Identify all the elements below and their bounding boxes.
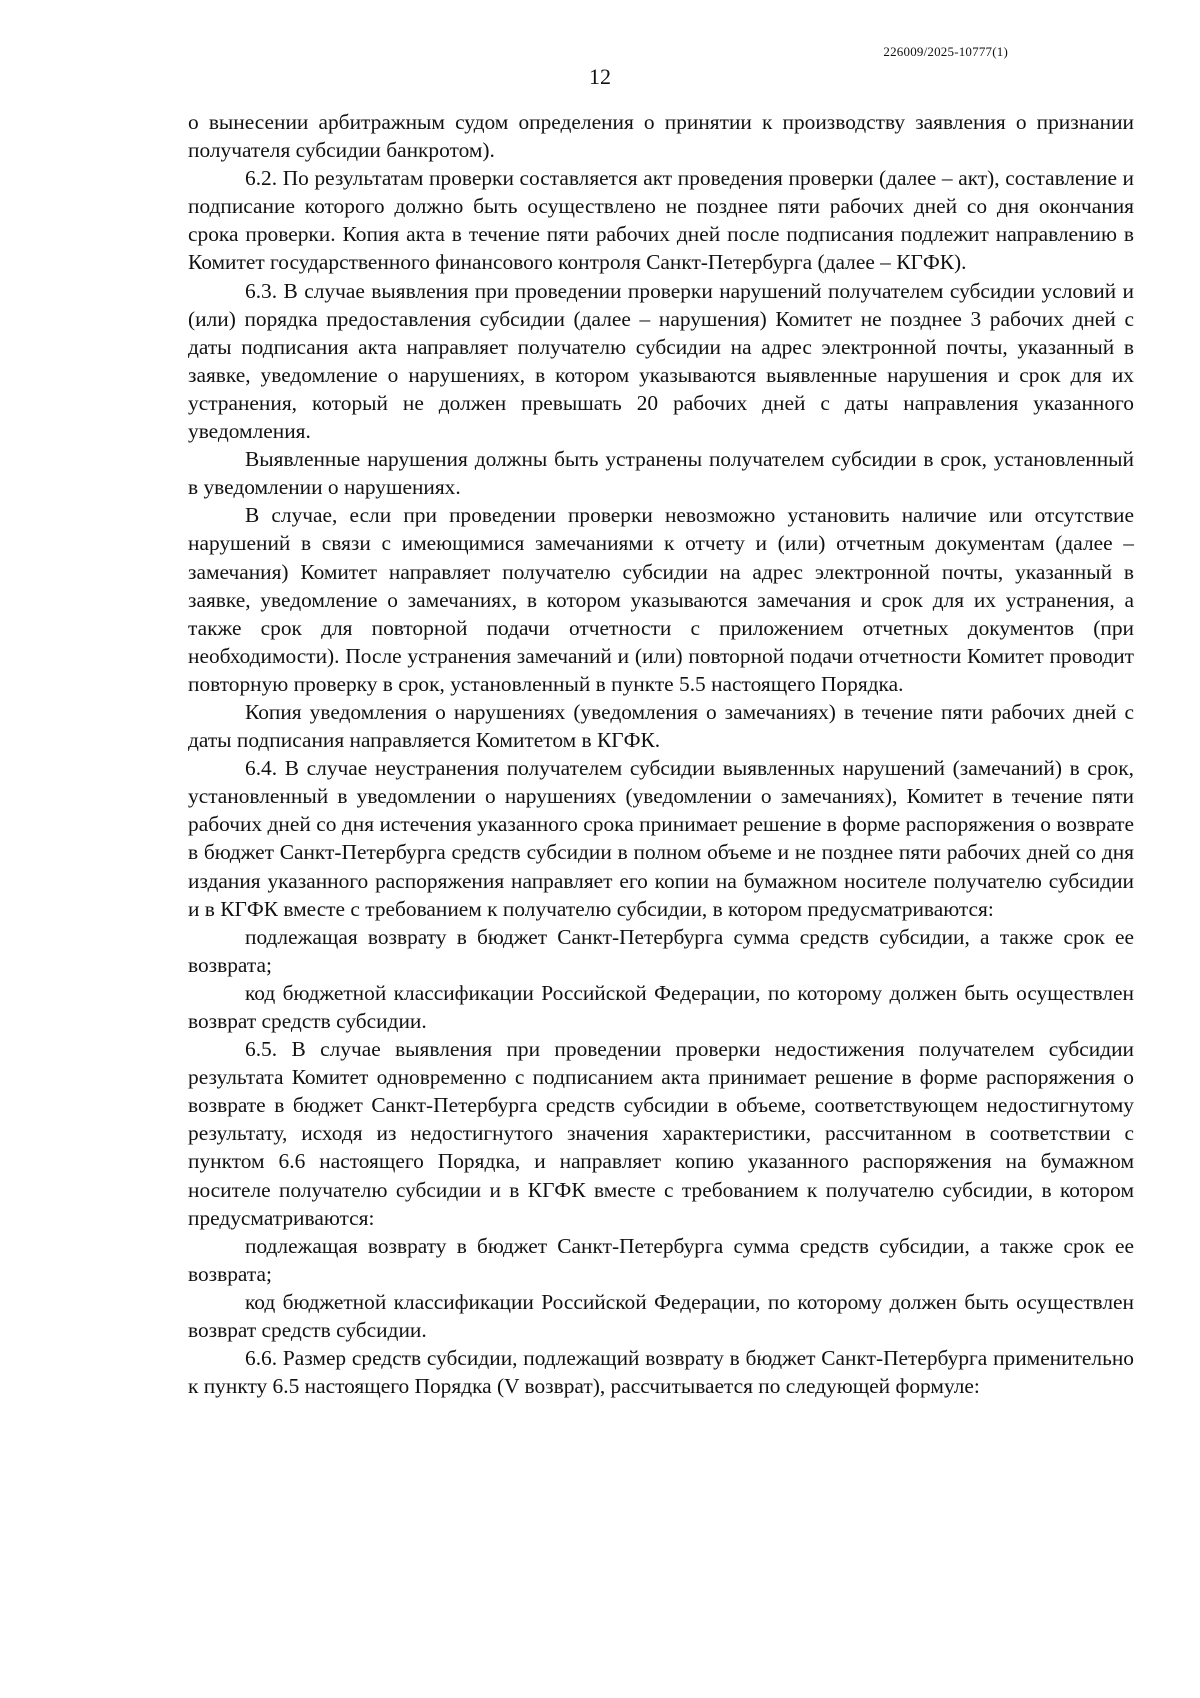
paragraph-budget-code-2: код бюджетной классификации Российской Федерации, по которому должен быть осуществлен возврат средств субсидии. <box>188 1289 1134 1343</box>
paragraph-budget-code: код бюджетной классификации Российской Федерации, по которому должен быть осуществлен возврат средств субсидии. <box>188 980 1134 1033</box>
document-registration-number: 226009/2025-10777(1) <box>883 44 1008 59</box>
paragraph-return-amount: подлежащая возврату в бюджет Санкт-Петербурга сумма средств субсидии, а также срок ее возврата; <box>188 924 1134 977</box>
paragraph-6-3: 6.3. В случае выявления при проведении проверки нарушений получателем субсидии условий и (или) порядка предоставления субсидии (далее – нарушения) Комитет не позднее 3 рабочих дней с даты подписания акта направляет получателю субсидии на адрес электронной почты, указанный в заявке, уведомление о нарушениях, в котором указываются выявленные нарушения и срок для их устранения, который не должен превышать 20 рабочих дней с даты направления указанного уведомления. <box>188 278 1134 444</box>
paragraph-6-4: 6.4. В случае неустранения получателем субсидии выявленных нарушений (замечаний) в срок, установленный в уведомлении о нарушениях (уведомлении о замечаниях), Комитет в течение пяти рабочих дней со дня истечения указанного срока принимает решение в форме распоряжения о возврате в бюджет Санкт-Петербурга средств субсидии в полном объеме и не позднее пяти рабочих дней со дня издания указанного распоряжения направляет его копии на бумажном носителе получателю субсидии и в КГФК вместе с требованием к получателю субсидии, в котором предусматриваются: <box>188 756 1134 921</box>
document-body <box>188 108 1134 1400</box>
paragraph-notice-copy: Копия уведомления о нарушениях (уведомления о замечаниях) в течение пяти рабочих дней с даты подписания направляется Комитетом в КГФК. <box>188 699 1134 753</box>
paragraph-violations-eliminated: Выявленные нарушения должны быть устранены получателем субсидии в срок, установленный в уведомлении о нарушениях. <box>188 447 1134 500</box>
paragraph-6-2: 6.2. По результатам проверки составляется акт проведения проверки (далее – акт), составление и подписание которого должно быть осуществлено не позднее пяти рабочих дней со дня окончания срока проверки. Копия акта в течение пяти рабочих дней после подписания подлежит направлению в Комитет государственного финансового контроля Санкт-Петербурга (далее – КГФК). <box>188 166 1134 275</box>
page-number: 12 <box>589 64 611 89</box>
paragraph-continuation: о вынесении арбитражным судом определения о принятии к производству заявления о признании получателя субсидии банкротом). <box>188 110 1134 163</box>
paragraph-6-6: 6.6. Размер средств субсидии, подлежащий возврату в бюджет Санкт-Петербурга применительно к пункту 6.5 настоящего Порядка (V возврат), рассчитывается по следующей формуле: <box>188 1346 1134 1399</box>
paragraph-6-5: 6.5. В случае выявления при проведении проверки недостижения получателем субсидии результата Комитет одновременно с подписанием акта принимает решение в форме распоряжения о возврате в бюджет Санкт-Петербурга средств субсидии в объеме, соответствующем недостигнутому результату, исходя из недостигнутого значения характеристики, рассчитанном в соответствии с пунктом 6.6 настоящего Порядка, и направляет копию указанного распоряжения на бумажном носителе получателю субсидии и в КГФК вместе с требованием к получателю субсидии, в котором предусматриваются: <box>188 1037 1134 1230</box>
paragraph-remarks: В случае, если при проведении проверки невозможно установить наличие или отсутствие нарушений в связи с имеющимися замечаниями к отчету и (или) отчетным документам (далее – замечания) Комитет направляет получателю субсидии на адрес электронной почты, указанный в заявке, уведомление о замечаниях, в котором указываются замечания и срок для их устранения, а также срок для повторной подачи отчетности с приложением отчетных документов (при необходимости). После устранения замечаний и (или) повторной подачи отчетности Комитет проводит повторную проверку в срок, установленный в пункте 5.5 настоящего Порядка. <box>188 503 1134 696</box>
paragraph-return-amount-2: подлежащая возврату в бюджет Санкт-Петербурга сумма средств субсидии, а также срок ее возврата; <box>188 1233 1134 1286</box>
